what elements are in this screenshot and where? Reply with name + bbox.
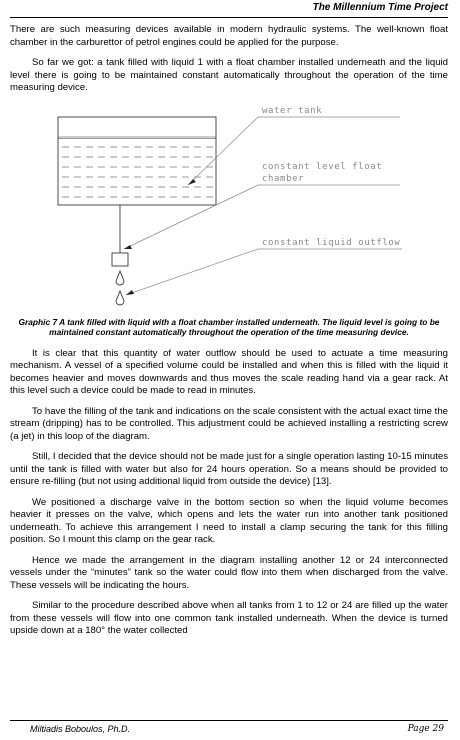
figure-caption: Graphic 7 A tank filled with liquid with a float chamber installed underneath. The liquid level is going to be maintained constant automatically throughout the operation of the time measuring device.	[18, 316, 440, 337]
paragraph-4: To have the filling of the tank and indications on the scale consistent with the actual exact time the stream (dripping) has to be controlled. This adjustment could be achieved installing a restricting screw (a jet) in this loop of the diagram.	[10, 405, 448, 442]
tank-diagram	[10, 103, 448, 315]
header-rule	[10, 17, 448, 18]
drop-icon-lower	[116, 291, 124, 305]
paragraph-8: Similar to the procedure described above when all tanks from 1 to 12 or 24 are filled up the water from these vessels will flow into one common tank installed underneath. When the device is turned upside down at a 180° the water collected	[10, 600, 448, 636]
paragraph-2: So far we got: a tank filled with liquid 1 with a float chamber installed underneath and the liquid level there is going to be maintained constant automatically throughout the operation of the time measuring device.	[10, 57, 448, 93]
label-float-chamber-line2: chamber	[262, 173, 305, 184]
float-chamber-shape	[112, 253, 128, 266]
paragraph-7: Hence we made the arrangement in the diagram installing another 12 or 24 interconnected vessels under the “minutes” tank so the water could flow into them when discharged from the valve. These vessels will be indicating the hours.	[10, 554, 448, 591]
liquid-level-lines	[58, 137, 216, 197]
page-content	[10, 24, 448, 646]
leader-lines	[124, 117, 402, 295]
running-header-title: The Millennium Time Project	[312, 2, 448, 13]
footer-author: Miltiadis Boboulos, Ph.D.	[30, 724, 131, 734]
figure-graphic-7	[10, 103, 448, 315]
drop-icon-upper	[116, 271, 124, 285]
paragraph-1: There are such measuring devices available in modern hydraulic systems. The well-known float chamber in the carburettor of petrol engines could be applied for the purpose.	[10, 24, 448, 48]
arrowheads	[124, 179, 196, 295]
paragraph-5: Still, I decided that the device should not be made just for a single operation lasting 10-15 minutes until the tank is filled with water but also for 24 hours operation. So a means should be provided to ensure re-filling (but not using additional liquid from outside the device) [13].	[10, 451, 448, 487]
paragraph-6: We positioned a discharge valve in the bottom section so when the liquid volume becomes heavier it presses on the valve, which opens and lets the water run into another tank positioned underneath. To achieve this arrangement I need to install a clamp securing the tank for this filling position. So I mount this clamp on the gear rack.	[10, 496, 448, 545]
label-water-tank: water tank	[262, 105, 323, 116]
water-tank-shape	[58, 117, 216, 205]
footer-rule	[10, 720, 448, 721]
footer-page-number: Page 29	[407, 724, 444, 734]
paragraph-3: It is clear that this quantity of water outflow should be used to actuate a time measuring mechanism. A vessel of a specified volume could be installed and when this is filled with the liquid it becomes heavier and moves downwards and thus moves the scale reading hand via a gear rack. At this level such a device could be made to read in minutes.	[10, 347, 448, 396]
label-constant-outflow: constant liquid outflow	[262, 237, 401, 248]
label-float-chamber-line1: constant level float	[262, 161, 383, 172]
